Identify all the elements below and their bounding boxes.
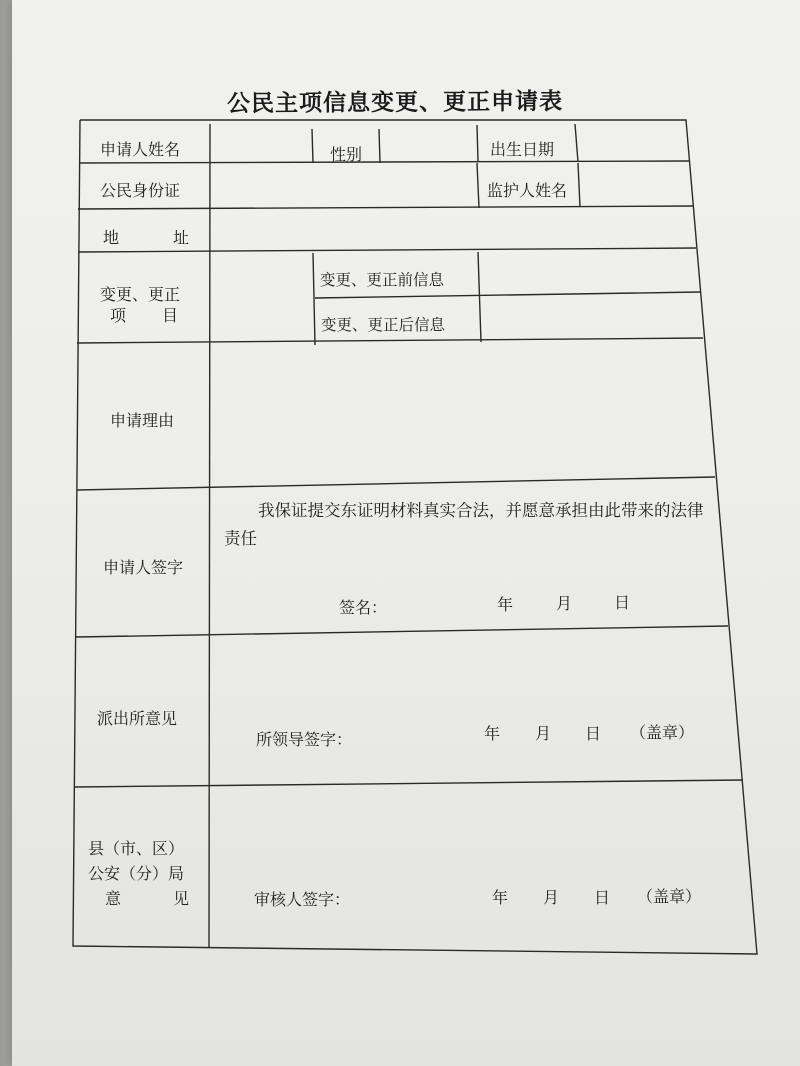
label-bureau-line1: 县（市、区） (88, 839, 185, 858)
sign-label: 签名： (339, 598, 388, 617)
label-guardian-name: 监护人姓名 (487, 181, 568, 200)
police-date-year: 年 (484, 724, 501, 743)
leader-sign-label: 所领导签字： (256, 730, 353, 749)
label-applicant-signature: 申请人签字 (103, 558, 184, 577)
label-change-item-line1: 变更、更正 (100, 285, 181, 304)
label-applicant-name: 申请人姓名 (100, 140, 181, 159)
date-year: 年 (497, 595, 514, 614)
form-title: 公民主项信息变更、更正申请表 (226, 88, 564, 118)
label-bureau-char-1: 意 (105, 889, 122, 908)
label-birth-date: 出生日期 (490, 140, 555, 159)
label-reason: 申请理由 (110, 411, 175, 430)
label-address-char-2: 址 (173, 228, 190, 247)
label-change-item-char-1: 项 (110, 306, 127, 325)
label-bureau-char-2: 见 (173, 889, 190, 908)
date-day: 日 (614, 593, 631, 612)
label-info-after: 变更、更正后信息 (321, 316, 446, 334)
label-police-opinion: 派出所意见 (97, 709, 178, 728)
label-id-card: 公民身份证 (100, 181, 181, 200)
bureau-seal: （盖章） (637, 887, 702, 906)
bureau-date-year: 年 (492, 888, 509, 907)
label-address-char-1: 地 (103, 228, 120, 247)
guarantee-statement: 我保证提交东证明材料真实合法，并愿意承担由此带来的法律责任 (224, 501, 704, 548)
label-gender: 性别 (330, 145, 363, 164)
bureau-date-day: 日 (594, 888, 611, 907)
police-date-day: 日 (585, 724, 602, 743)
label-bureau-line2: 公安（分）局 (88, 864, 185, 883)
reviewer-sign-label: 审核人签字： (254, 890, 351, 909)
police-seal: （盖章） (630, 723, 695, 742)
bureau-date-month: 月 (543, 888, 560, 907)
label-change-item-char-2: 目 (162, 306, 179, 325)
date-month: 月 (556, 594, 573, 613)
police-date-month: 月 (535, 724, 552, 743)
label-info-before: 变更、更正前信息 (320, 271, 445, 289)
